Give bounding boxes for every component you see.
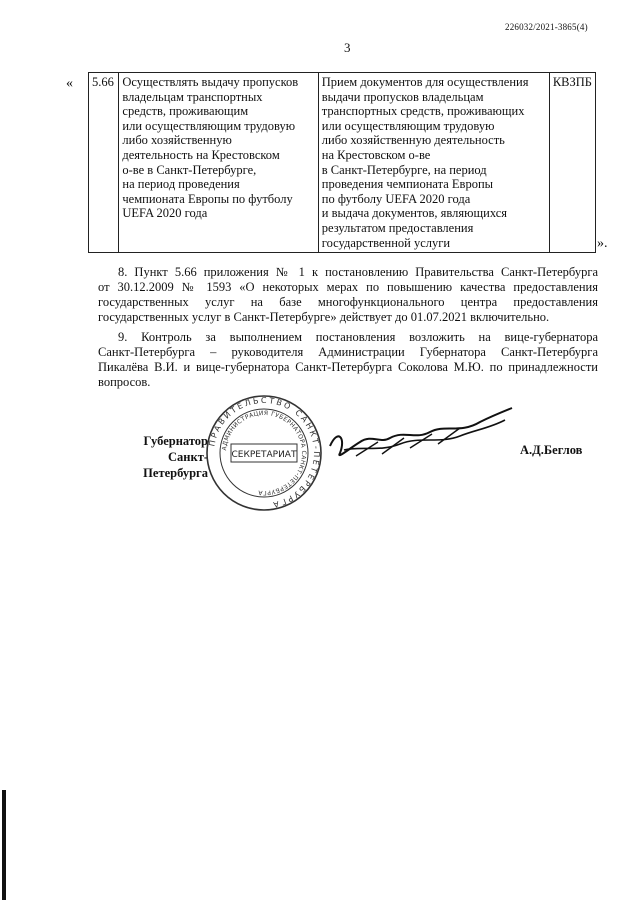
page-number: 3 bbox=[344, 40, 351, 55]
signer-title-line: Губернатор bbox=[143, 434, 208, 448]
paragraph-line: вопросов. bbox=[98, 375, 151, 389]
paragraph-line: 8. Пункт 5.66 приложения № 1 к постановлению Правительства Санкт-Петербурга bbox=[118, 265, 598, 279]
description-line: либо хозяйственную деятельность bbox=[321, 133, 505, 148]
document-number: 226032/2021-3865(4) bbox=[505, 22, 588, 32]
description-line: Прием документов для осуществления bbox=[321, 75, 529, 89]
service-line: о-ве в Санкт-Петербурге, bbox=[122, 162, 257, 177]
paragraph-line: государственных услуг на базе многофункционального центра предоставления bbox=[98, 295, 598, 309]
paragraph-line: Санкт-Петербурга – руководителя Администрации Губернатора Санкт-Петербурга bbox=[98, 345, 598, 359]
service-line: на период проведения bbox=[122, 177, 240, 192]
service-line: владельцам транспортных bbox=[122, 89, 263, 104]
seal-inner-text: АДМИНИСТРАЦИЯ ГУБЕРНАТОРА САНКТ-ПЕТЕРБУРГА bbox=[221, 409, 308, 497]
description-line: транспортных средств, проживающих bbox=[321, 104, 525, 119]
description-line: в Санкт-Петербурге, на период bbox=[321, 162, 487, 177]
description-line: по футболу UEFA 2020 года bbox=[321, 191, 471, 206]
quote-close: ». bbox=[597, 236, 608, 251]
paragraph-8 bbox=[98, 265, 598, 325]
seal-outer-text: ПРАВИТЕЛЬСТВО САНКТ-ПЕТЕРБУРГА bbox=[207, 395, 322, 510]
services-table-row bbox=[88, 72, 596, 253]
service-line: UEFA 2020 года bbox=[122, 206, 208, 221]
quote-open: « bbox=[66, 76, 73, 91]
description-line: или осуществляющим трудовую bbox=[321, 118, 495, 133]
signer-name: А.Д.Беглов bbox=[520, 443, 583, 457]
signer-title-line: Санкт-Петербурга bbox=[143, 450, 208, 480]
description-line: на Крестовском о-ве bbox=[321, 147, 431, 162]
margin-binding-mark bbox=[2, 790, 6, 900]
table-row bbox=[89, 73, 596, 253]
paragraph-9 bbox=[98, 330, 598, 390]
agency-code: КВЗПБ bbox=[552, 75, 592, 89]
paragraph-line: Пикалёва В.И. и вице-губернатора Санкт-Петербурга Соколова М.Ю. по принадлежности bbox=[98, 360, 598, 374]
service-line: средств, проживающим bbox=[122, 104, 249, 119]
description-line: проведения чемпионата Европы bbox=[321, 177, 494, 192]
paragraph-line: 9. Контроль за выполнением постановления возложить на вице-губернатора bbox=[118, 330, 598, 344]
paragraph-line: государственных услуг в Санкт-Петербурге» действует до 01.07.2021 включительно. bbox=[98, 310, 550, 324]
service-line: деятельность на Крестовском bbox=[122, 147, 280, 162]
description-line: результатом предоставления bbox=[321, 220, 474, 235]
service-line: или осуществляющим трудовую bbox=[122, 118, 296, 133]
agency-cell bbox=[549, 73, 595, 253]
official-seal bbox=[204, 393, 324, 513]
paragraph-line: от 30.12.2009 № 1593 «О некоторых мерах по повышению качества предоставления bbox=[98, 280, 598, 294]
service-name-cell bbox=[119, 73, 318, 253]
row-number: 5.66 bbox=[92, 75, 114, 89]
description-line: государственной услуги bbox=[321, 235, 451, 250]
description-line: и выдача документов, являющихся bbox=[321, 206, 508, 221]
service-line: чемпионата Европы по футболу bbox=[122, 191, 293, 206]
service-line: Осуществлять выдачу пропусков bbox=[122, 75, 299, 89]
handwritten-signature bbox=[320, 398, 520, 468]
service-description-cell bbox=[318, 73, 549, 253]
seal-center-text: СЕКРЕТАРИАТ bbox=[231, 450, 297, 460]
signer-title bbox=[113, 433, 208, 481]
service-line: либо хозяйственную bbox=[122, 133, 232, 148]
row-number-cell bbox=[89, 73, 119, 253]
description-line: выдачи пропусков владельцам bbox=[321, 89, 484, 104]
